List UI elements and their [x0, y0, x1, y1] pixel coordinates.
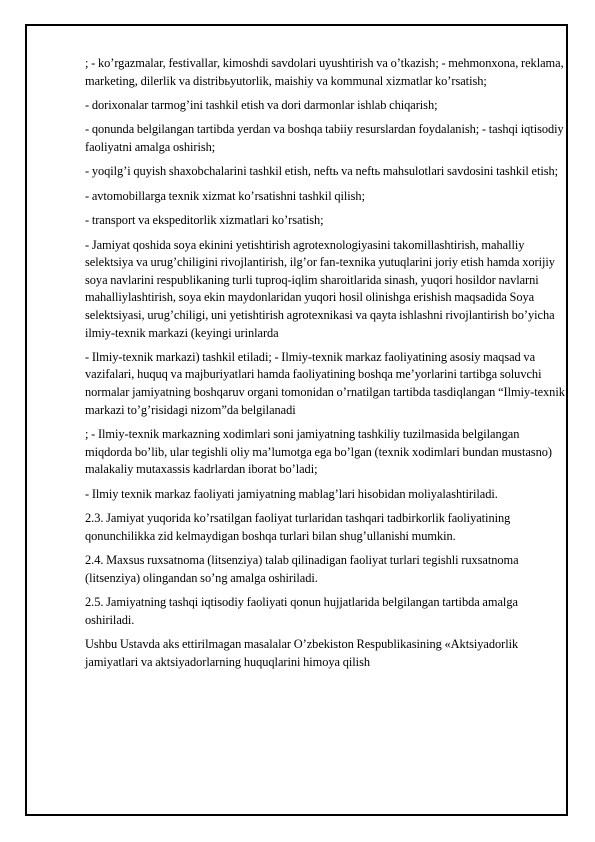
document-body	[85, 55, 567, 678]
paragraph-fuel-stations: - yoqilg’i quyish shaxobchalarini tashkil etish, neftь va neftь mahsulotlari savdosini tashkil etish;	[85, 164, 559, 179]
paragraph-exhibitions-services: ; - ko’rgazmalar, festivallar, kimoshdi savdolari uyushtirish va o’tkazish; - mehmonxona, reklama, marketing, dilerlik va distribьyutorlik, maishiy va kommunal xizmatlar ko’rsatish;	[85, 56, 564, 88]
paragraph-center-staff: ; - Ilmiy-texnik markazning xodimlari soni jamiyatning tashkiliy tuzilmasida belgilangan miqdorda bo’lib, ular tegishli oliy ma’lumotga ega bo’lgan (texnik xodimlari bundan mustasno) malakaliy mutaxassis kadrlardan iborat bo’ladi;	[85, 427, 552, 477]
paragraph-section-2-5: 2.5. Jamiyatning tashqi iqtisodiy faoliyati qonun hujjatlarida belgilangan tartibda amalga oshiriladi.	[85, 595, 518, 627]
paragraph-section-2-4: 2.4. Maxsus ruxsatnoma (litsenziya) talab qilinadigan faoliyat turlari tegishli ruxsatnoma (litsenziya) olingandan so’ng amalga oshiriladi.	[85, 553, 519, 585]
paragraph-center-goals: - Ilmiy-texnik markazi) tashkil etiladi; - Ilmiy-texnik markaz faoliyatining asosiy maqsad va vazifalari, huquq va majburiyatlari hamda faoliyatining boshqa me’yorlarini tartibga soluvchi normalar jamiyatning boshqaruv organi tomonidan o’rnatilgan tartibda tasdiqlangan “Ilmiy-texnik markazi to’g’risidagi nizom”da belgilanadi	[85, 349, 565, 417]
paragraph-section-2-3: 2.3. Jamiyat yuqorida ko’rsatilgan faoliyat turlaridan tashqari tadbirkorlik faoliyatining qonunchilikka zid kelmaydigan boshqa turlari bilan shug’ullanishi mumkin.	[85, 511, 511, 543]
paragraph-center-funding: - Ilmiy texnik markaz faoliyati jamiyatning mablag’lari hisobidan moliyalashtiriladi.	[85, 486, 498, 501]
paragraph-soya-center: - Jamiyat qoshida soya ekinini yetishtirish agrotexnologiyasini takomillashtirish, mahalliy selektsiya va urug’chiligini rivojlantirish, ilg’or fan-texnika yutuqlarini joriy etish hamda xorijiy soya navlarini respublikaning turli tuproq-iqlim sharoitlarida sinash, yuqori hosildor navlarni mahalliylashtirish, soya ekin maydonlaridan yuqori hosil olinishga erishish maqsadida Soya selektsiyasi, urug’chiligi, uni yetishtirish agrotexnikasi va qayta ishlashni rivojlantirish bo’yicha ilmiy-texnik markazi (keyingi urinlarda	[85, 237, 555, 340]
paragraph-land-resources: - qonunda belgilangan tartibda yerdan va boshqa tabiiy resurslardan foydalanish; - tashqi iqtisodiy faoliyatni amalga oshirish;	[85, 122, 564, 154]
paragraph-transport: - transport va ekspeditorlik xizmatlari ko’rsatish;	[85, 213, 324, 228]
paragraph-charter-closing: Ushbu Ustavda aks ettirilmagan masalalar O’zbekiston Respublikasining «Aktsiyadorlik jamiyatlari va aktsiyadorlarning huquqlarini himoya qilish	[85, 636, 519, 669]
paragraph-pharmacies: - dorixonalar tarmog’ini tashkil etish va dori darmonlar ishlab chiqarish;	[85, 97, 438, 112]
paragraph-auto-service: - avtomobillarga texnik xizmat ko’rsatishni tashkil qilish;	[85, 188, 365, 203]
